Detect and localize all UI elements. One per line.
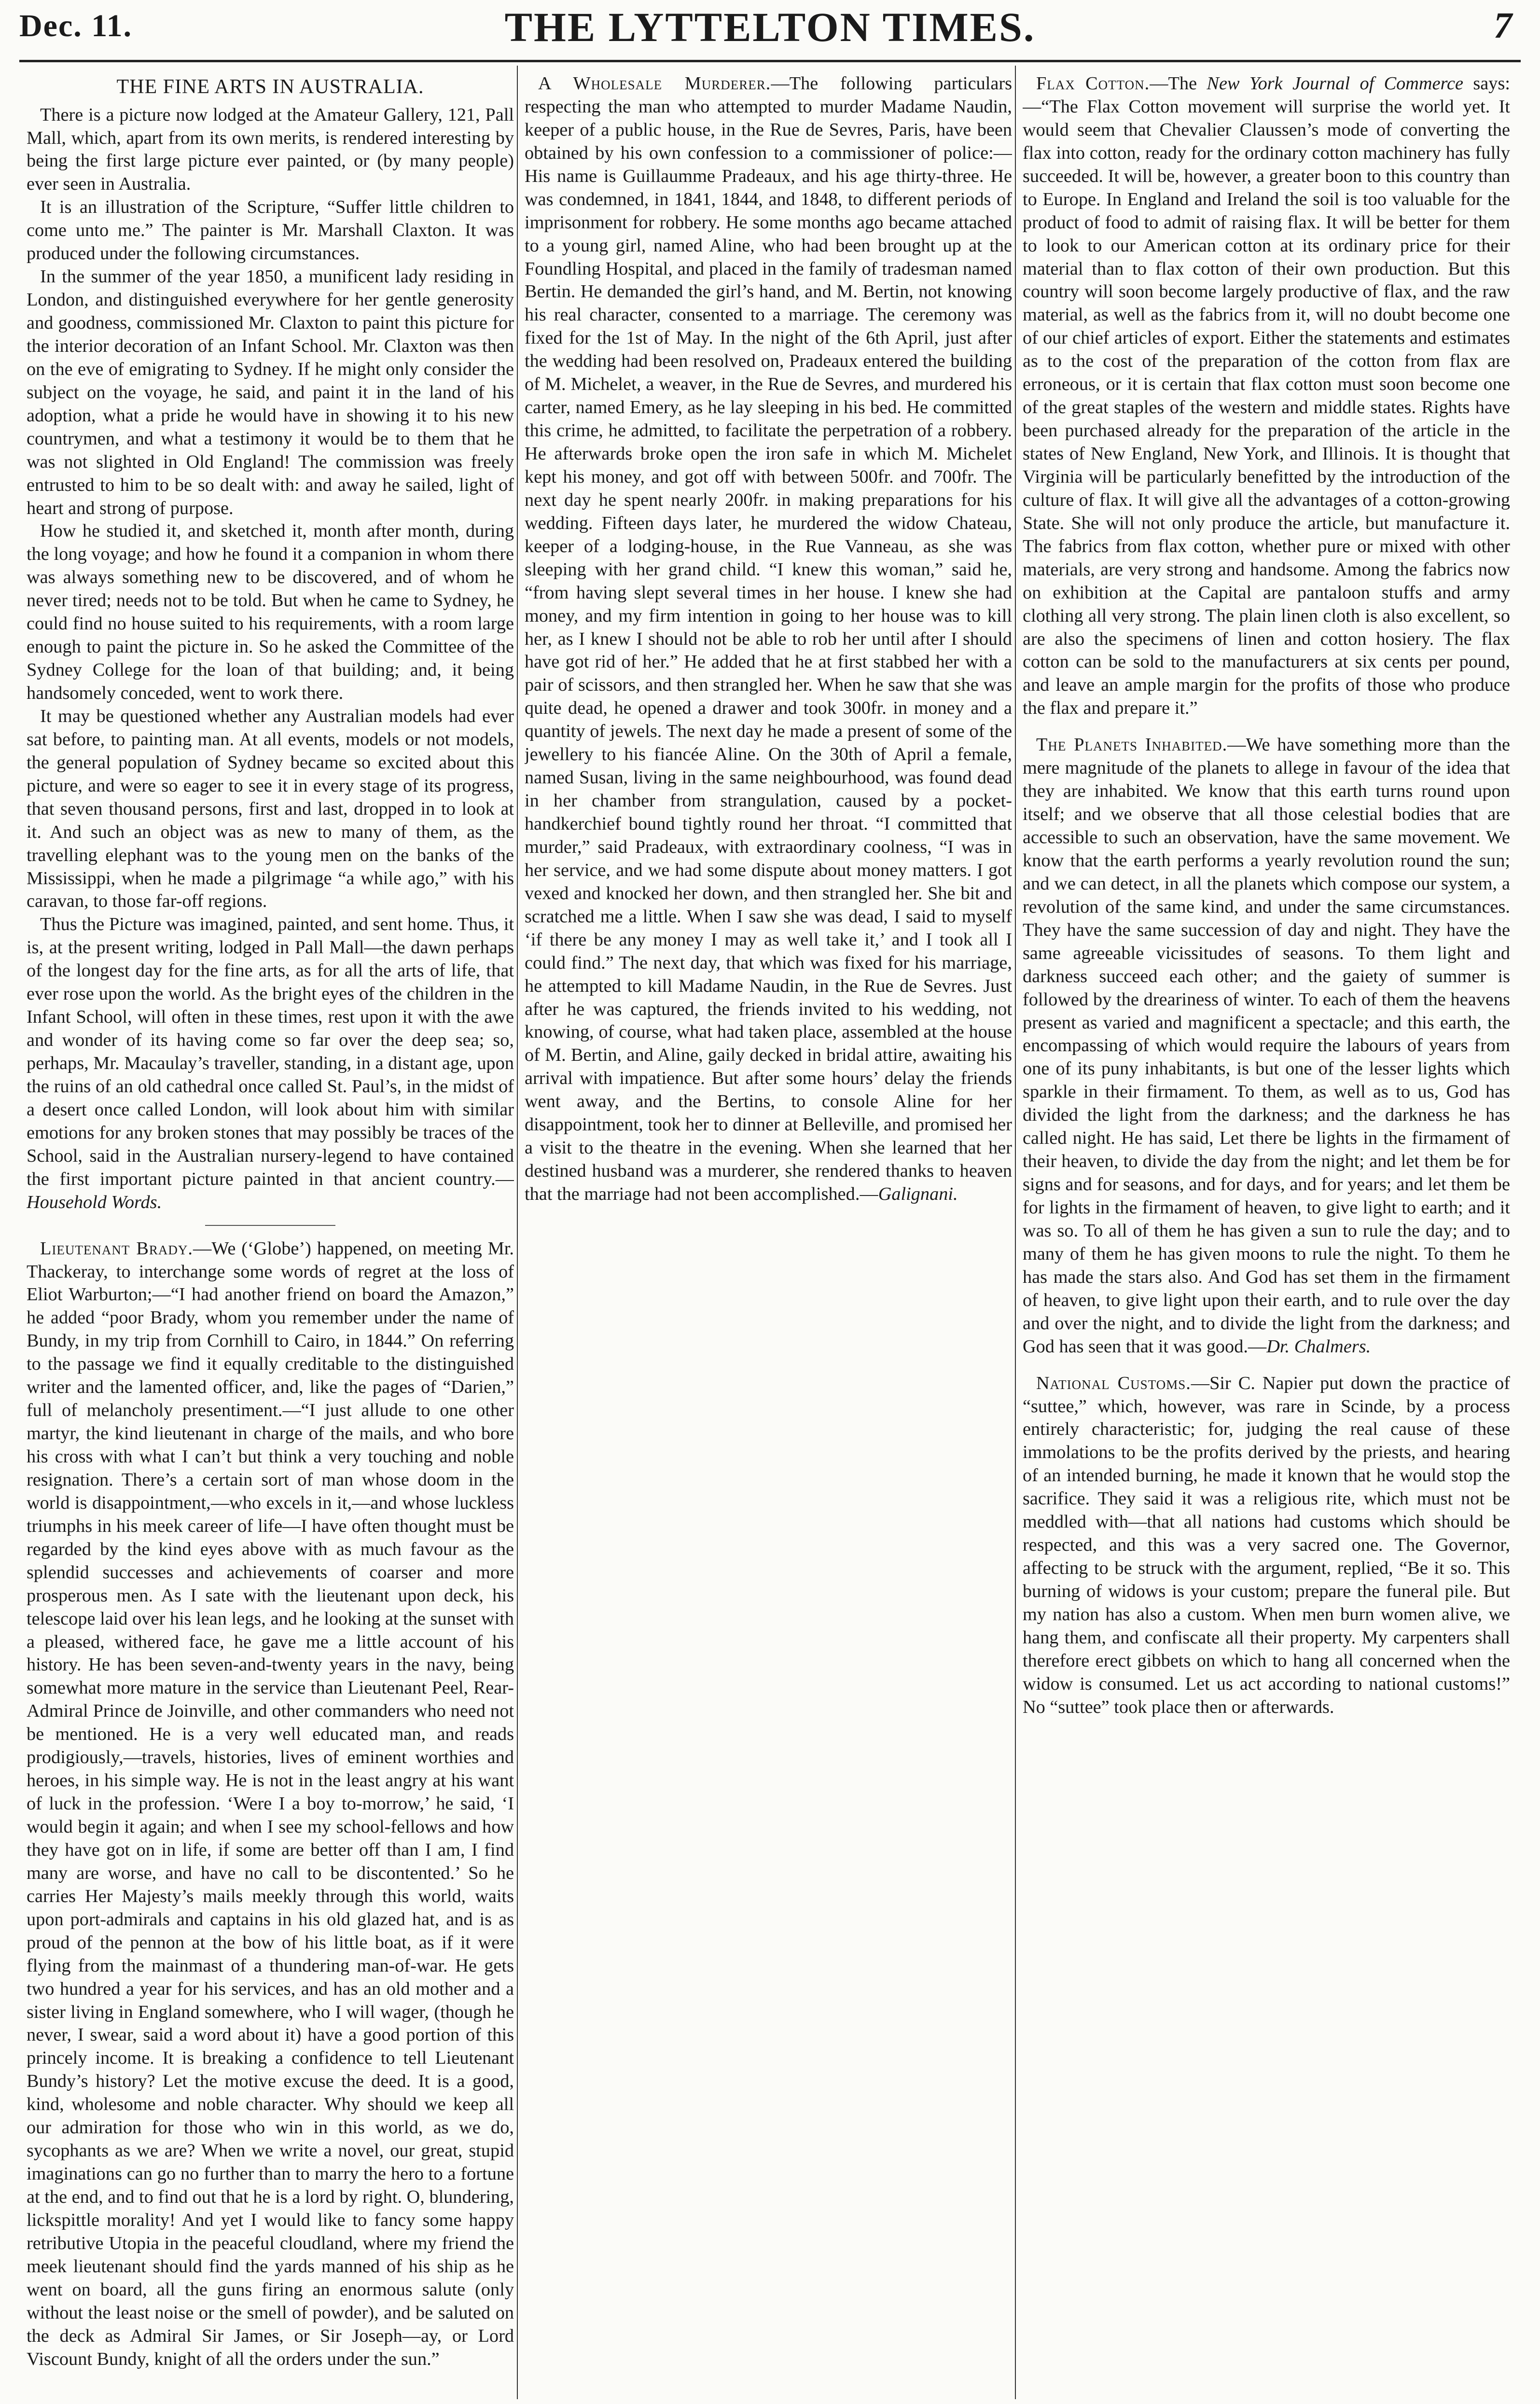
flax-journal-name: New York Journal of Commerce (1207, 73, 1464, 94)
newspaper-title: THE LYTTELTON TIMES. (504, 4, 1036, 50)
murderer-heading: A Wholesale Murderer. (538, 73, 771, 94)
murderer-article (525, 72, 1012, 1206)
flax-heading: Flax Cotton. (1036, 73, 1150, 94)
fine-arts-paragraph: It may be questioned whether any Australian models had ever sat before, to painting man. At all events, models or not models, the general population of Sydney became so excited about this picture, and were so eager to see it in every stage of its progress, that seven thousand persons, first and last, dropped in to look at it. And such an object was as new to many of them, as the travelling elephant was to the young men on the banks of the Mississippi, when he made a pilgrimage “a while ago,” with his caravan, to those far-off regions. (27, 706, 514, 912)
planets-source: Dr. Chalmers. (1266, 1336, 1371, 1357)
article-headline-fine-arts: THE FINE ARTS IN AUSTRALIA. (116, 76, 424, 98)
page-number: 7 (1494, 5, 1512, 46)
column-divider-2 (1015, 66, 1016, 2399)
fine-arts-text: Thus the Picture was imagined, painted, and sent home. Thus, it is, at the present writing, lodged in Pall Mall—the dawn perhaps of the longest day for the fine arts, as for all the arts of life, that ever rose upon the world. As the bright eyes of the children in the Infant School, will often in these times, rest upon it with the awe and wonder of its having come so far over the deep sea; so, perhaps, Mr. Macaulay’s traveller, standing, in a distant age, upon the ruins of an old cathedral once called St. Paul’s, in the midst of a desert once called London, will look about him with similar emotions for any broken stones that may possibly be traces of the School, said in the Australian nursery-legend to have contained the first important picture painted in that ancient country.— (27, 914, 514, 1189)
issue-date: Dec. 11. (19, 8, 133, 43)
flax-lead: —The (1150, 73, 1207, 94)
column-divider-1 (517, 66, 518, 2399)
planets-text: —We have something more than the mere magnitude of the planets to allege in favour of the idea that they are inhabited. We know that this earth turns round upon itself; and we observe that all those celestial bodies that are accessible to such an observation, have the same movement. We know that the earth performs a yearly revolution round the sun; and we can detect, in all the planets which compose our system, a revolution of the same kind, and under the same circumstances. They have the same succession of day and night. They have the same agreeable vicissitudes of seasons. To them light and darkness succeed each other; and the gaiety of summer is followed by the dreariness of winter. To each of them the heavens present as varied and magnificent a spectacle; and this earth, the encompassing of which would require the labours of years from one of its puny inhabitants, is but one of the lesser lights which sparkle in their firmament. To them, as well as to us, God has divided the light from the darkness; and the darkness he has called night. He has said, Let there be lights in the firmament of their heaven, to divide the day from the night; and let them be for signs and for seasons, and for days, and for years; and let them be for lights in the firmament of heaven, to give light to earth; and it was so. To all of them he has given a sun to rule the day; and to many of them he has given moons to rule the night. To them he has made the stars also. And God has set them in the firmament of heaven, to give light upon their earth, and to rule over the day and over the night, and to divide the light from the darkness; and God has seen that it was good.— (1023, 735, 1510, 1357)
planets-heading: The Planets Inhabited. (1036, 735, 1228, 755)
brady-heading: Lieutenant Brady. (40, 1238, 193, 1259)
fine-arts-paragraph: There is a picture now lodged at the Amateur Gallery, 121, Pall Mall, which, apart from its own merits, is rendered interesting by being the first large picture ever painted, or (by many people) ever seen in Australia. (27, 104, 514, 195)
customs-heading: National Customs. (1036, 1373, 1191, 1393)
spacer (1023, 720, 1510, 734)
brady-article (27, 1237, 514, 2371)
flax-article (1023, 72, 1510, 720)
column-2 (525, 72, 1012, 2396)
masthead (19, 0, 1521, 63)
spacer (1023, 1359, 1510, 1372)
column-3 (1023, 72, 1510, 2396)
murderer-text: —The following particulars respecting the man who attempted to murder Madame Naudin, keeper of a public house, in the Rue de Sevres, Paris, have been obtained by his own confession to a commissioner of police:—His name is Guillaumme Pradeaux, and his age thirty-three. He was condemned, in 1841, 1844, and 1848, to different periods of imprisonment for robbery. He some months ago became attached to a young girl, named Aline, who had been brought up at the Foundling Hospital, and placed in the family of tradesman named Bertin. He demanded the girl’s hand, and M. Bertin, not knowing his real character, consented to a marriage. The ceremony was fixed for the 1st of May. In the night of the 6th April, just after the wedding had been resolved on, Pradeaux entered the building of M. Michelet, a weaver, in the Rue de Sevres, and murdered his carter, named Emery, as he lay sleeping in his bed. He committed this crime, he admitted, to facilitate the perpetration of a robbery. He afterwards broke open the iron safe in which M. Michelet kept his money, and got off with between 500fr. and 700fr. The next day he spent nearly 200fr. in making preparations for his wedding. Fifteen days later, he murdered the widow Chateau, keeper of a lodging-house, in the Rue Vanneau, as she was sleeping with her grand child. “I knew this woman,” said he, “from having slept several times in her house. I knew she had money, and my firm intention in going to her house was to kill her, as I knew I should not be able to rob her until after I should have got rid of her.” He added that he at first stabbed her with a pair of scissors, and then strangled her. When he saw that she was quite dead, he opened a drawer and took 300fr. in money and a quantity of jewels. The next day he made a present of some of the jewellery to his fiancée Aline. On the 30th of April a female, named Susan, living in the same neighbourhood, was found dead in her chamber from strangulation, caused by a pocket-handkerchief bound tightly round her throat. “I committed that murder,” said Pradeaux, with extraordinary coolness, “I was in her service, and we had some dispute about money matters. I got vexed and knocked her down, and then strangled her. She bit and scratched me a little. When I saw she was dead, I said to myself ‘if there be any money I may as well take it,’ and I took all I could find.” The next day, that which was fixed for his marriage, he attempted to kill Madame Naudin, in the Rue de Sevres. Just after he was captured, the friends invited to his wedding, not knowing, of course, what had taken place, assembled at the house of M. Bertin, and Aline, gaily decked in bridal attire, awaiting his arrival with impatience. But after some hours’ delay the friends went away, and the Bertins, to console Aline for her disappointment, took her to dinner at Belleville, and promised her a visit to the theatre in the evening. When she learned that her destined husband was a murderer, she rendered thanks to heaven that the marriage had not been accomplished.— (525, 73, 1012, 1204)
fine-arts-paragraph (27, 913, 514, 1214)
flax-text: says:—“The Flax Cotton movement will surprise the world yet. It would seem that Chevalier Claussen’s mode of converting the flax into cotton, ready for the ordinary cotton machinery has fully succeeded. It will be, however, a greater boon to this country than to Europe. In England and Ireland the soil is too valuable for the product of food to admit of raising flax. It will be better for them to look to our American cotton at its ordinary price for their material than to flax cotton of their own production. But this country will soon become largely productive of flax, and the raw material, as well as the fabrics from it, will no doubt become one of our chief articles of export. Either the statements and estimates as to the cost of the preparation of the cotton from flax are erroneous, or it is certain that flax cotton must soon become one of the great staples of the western and middle states. Rights have been purchased already for the preparation of the article in the states of New England, New York, and Illinois. It is thought that Virginia will be particularly benefitted by the introduction of the culture of flax. It will give all the advantages of a cotton-growing State. She will not only produce the article, but manufacture it. The fabrics from flax cotton, whether pure or mixed with other materials, are very strong and handsome. Among the fabrics now on exhibition at the Capital are pantaloon stuffs and army clothing all very strong. The plain linen cloth is also excellent, so are also the specimens of linen and cotton hosiery. The flax cotton can be sold to the manufacturers at six cents per pound, and leave an ample margin for the profits of those who produce the flax and prepare it.” (1023, 73, 1510, 719)
fine-arts-paragraph: It is an illustration of the Scripture, “Suffer little children to come unto me.” The painter is Mr. Marshall Claxton. It was produced under the following circumstances. (27, 197, 514, 264)
murderer-source: Galignani. (878, 1184, 958, 1204)
planets-article (1023, 734, 1510, 1358)
masthead-rule (19, 60, 1521, 62)
brady-text: —We (‘Globe’) happened, on meeting Mr. Thackeray, to interchange some words of regret at the loss of Eliot Warburton;—“I had another friend on board the Amazon,” he added “poor Brady, whom you remember under the name of Bundy, in my trip from Cornhill to Cairo, in 1844.” On referring to the passage we find it equally creditable to the distinguished writer and the lamented officer, and, like the pages of “Darien,” full of melancholy presentiment.—“I just allude to one other martyr, the kind lieutenant in charge of the mails, and who bore his cross with what I can’t but think a very touching and noble resignation. There’s a certain sort of man whose doom in the world is disappointment,—who excels in it,—and whose luckless triumphs in his meek career of life—I have often thought must be regarded by the kind eyes above with as much favour as the splendid successes and achievements of coarser and more prosperous men. As I sate with the lieutenant upon deck, his telescope laid over his lean legs, and he looking at the sunset with a pleased, withered face, he gave me a little account of his history. He has been seven-and-twenty years in the navy, being somewhat more mature in the service than Lieutenant Peel, Rear-Admiral Prince de Joinville, and other commanders who need not be mentioned. He is a very well educated man, and reads prodigiously,—travels, histories, lives of eminent worthies and heroes, in his simple way. He is not in the least angry at his want of luck in the profession. ‘Were I a boy to-morrow,’ he said, ‘I would begin it again; and when I see my school-fellows and how they have got on in life, if some are better off than I am, I find many are worse, and have no call to be discontented.’ So he carries Her Majesty’s mails meekly through this world, waits upon port-admirals and captains in his old glazed hat, and is as proud of the pennon at the bow of his little boat, as if it were flying from the mainmast of a thundering man-of-war. He gets two hundred a year for his services, and has an old mother and a sister living in England somewhere, who I will wager, (though he never, I swear, said a word about it) have a good portion of this princely income. It is breaking a confidence to tell Lieutenant Bundy’s history? Let the motive excuse the deed. It is a good, kind, wholesome and noble character. Why should we keep all our admiration for those who win in this world, as we do, sycophants as we are? When we write a novel, our great, stupid imaginations can go no further than to marry the hero to a fortune at the end, and to find out that he is a lord by right. O, blundering, lickspittle morality! And yet I would like to fancy some happy retributive Utopia in the peaceful cloudland, where my friend the meek lieutenant should find the yards manned of his ship as he went on board, all the guns firing an enormous salute (only without the least noise or the smell of powder), and be saluted on the deck as Admiral Sir James, or Sir Joseph—ay, or Lord Viscount Bundy, knight of all the orders under the sun.” (27, 1238, 514, 2369)
customs-text: —Sir C. Napier put down the practice of “suttee,” which, however, was rare in Scinde, by a process entirely characteristic; for, judging the real cause of these immolations to be the profits derived by the priests, and hearing of an intended burning, he made it known that he would stop the sacrifice. They said it was a religious rite, which must not be meddled with—that all nations had customs which should be respected, and this was a very sacred one. The Governor, affecting to be struck with the argument, replied, “Be it so. This burning of widows is your custom; prepare the funeral pile. But my nation has also a custom. When men burn women alive, we hang them, and confiscate all their property. My carpenters shall therefore erect gibbets on which to hang all concerned when the widow is consumed. Let us act according to national customs!” No “suttee” took place then or afterwards. (1023, 1373, 1510, 1717)
article-separator (205, 1225, 335, 1226)
fine-arts-source: Household Words. (27, 1192, 162, 1212)
column-1 (27, 72, 514, 2396)
fine-arts-paragraph: In the summer of the year 1850, a munificent lady residing in London, and distinguished everywhere for her gentle generosity and goodness, commissioned Mr. Claxton to paint this picture for the interior decoration of an Infant School. Mr. Claxton was then on the eve of emigrating to Sydney. If he might only consider the subject on the voyage, he said, and paint it in the land of his adoption, what a pride he would have in showing it to his new countrymen, and what a testimony it would be to them that he was not slighted in Old England! The commission was freely entrusted to him to be so dealt with: and away he sailed, light of heart and strong of purpose. (27, 266, 514, 518)
fine-arts-paragraph: How he studied it, and sketched it, month after month, during the long voyage; and how he found it a companion in whom there was always something new to be discovered, and of whom he never tired; needs not to be told. But when he came to Sydney, he could find no house suited to his requirements, with a room large enough to paint the picture in. So he asked the Committee of the Sydney College for the loan of that building; and, it being handsomely conceded, went to work there. (27, 521, 514, 704)
customs-article (1023, 1372, 1510, 1719)
